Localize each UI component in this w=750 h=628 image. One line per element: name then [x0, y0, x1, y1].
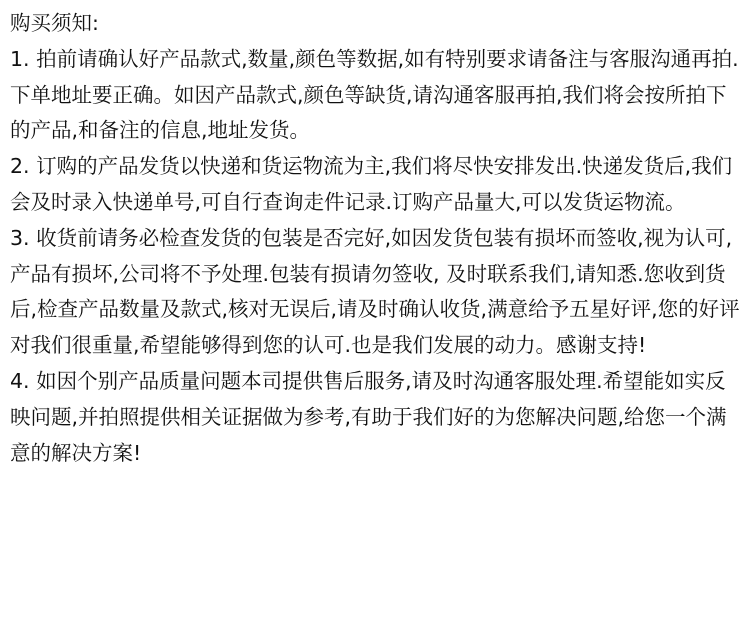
purchase-notice	[10, 6, 744, 471]
notice-item-4: 4. 如因个别产品质量问题本司提供售后服务,请及时沟通客服处理.希望能如实反映问题,并拍照提供相关证据做为参考,有助于我们好的为您解决问题,给您一个满意的解决方案!	[10, 368, 727, 465]
notice-item-3: 3. 收货前请务必检查发货的包装是否完好,如因发货包装有损坏而签收,视为认可,产品有损坏,公司将不予处理.包装有损请勿签收, 及时联系我们,请知悉.您收到货后,检查产品数量及款式,核对无误后,请及时确认收货,满意给予五星好评,您的好评对我们很重量,希望能够得到您的认可.也是我们发展的动力。感谢支持!	[10, 225, 740, 358]
notice-item-2: 2. 订购的产品发货以快递和货运物流为主,我们将尽快安排发出.快递发货后,我们会及时录入快递单号,可自行查询走件记录.订购产品量大,可以发货运物流。	[10, 154, 733, 214]
notice-item-1: 1. 拍前请确认好产品款式,数量,颜色等数据,如有特别要求请备注与客服沟通再拍.下单地址要正确。如因产品款式,颜色等缺货,请沟通客服再拍,我们将会按所拍下的产品,和备注的信息,地址发货。	[10, 46, 739, 143]
notice-title: 购买须知:	[10, 11, 99, 35]
